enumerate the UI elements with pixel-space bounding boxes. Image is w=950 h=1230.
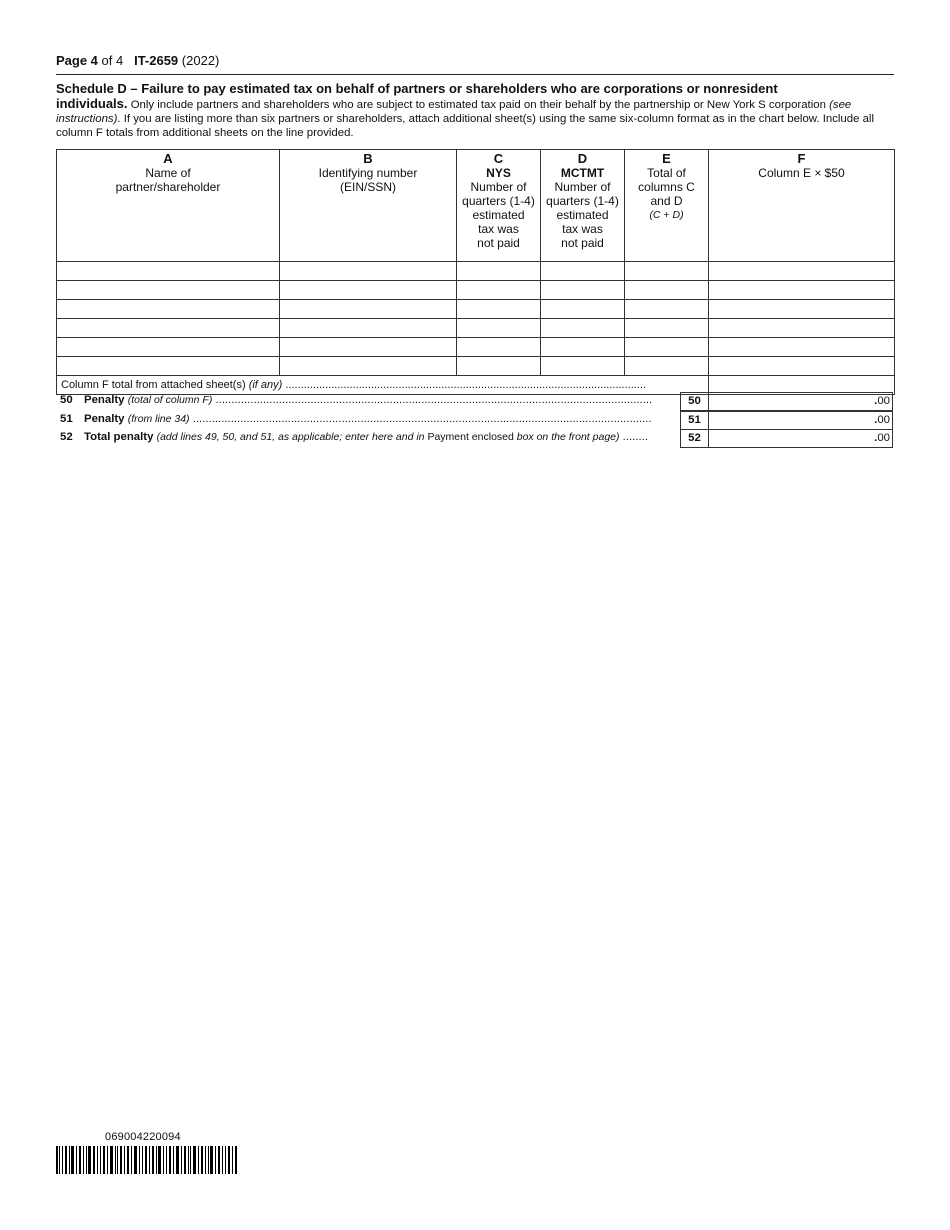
line-51-box: 51: [680, 411, 709, 430]
barcode-icon: [56, 1146, 240, 1174]
barcode-number: 069004220094: [105, 1131, 181, 1143]
nys-quarters-field-5[interactable]: [457, 338, 541, 357]
schedule-title: Schedule D – Failure to pay estimated tax on behalf of partners or shareholders who are corporations or nonresident: [56, 81, 778, 96]
schedule-title-cont: individuals.: [56, 96, 128, 111]
column-f-field-5[interactable]: [709, 338, 895, 357]
name-field-4[interactable]: [57, 319, 280, 338]
table-row: [57, 281, 895, 300]
nys-quarters-field-1[interactable]: [457, 262, 541, 281]
nys-quarters-field-2[interactable]: [457, 281, 541, 300]
line-51-amount-field[interactable]: .00: [708, 411, 893, 430]
header-rule: [56, 74, 894, 75]
id-field-2[interactable]: [280, 281, 457, 300]
id-field-4[interactable]: [280, 319, 457, 338]
line-50-box: 50: [680, 392, 709, 411]
id-field-3[interactable]: [280, 300, 457, 319]
nys-quarters-field-3[interactable]: [457, 300, 541, 319]
column-f-header: F Column E × $50: [709, 150, 895, 262]
line-51-number: 51: [60, 413, 73, 425]
column-b-header: B Identifying number (EIN/SSN): [280, 150, 457, 262]
mctmt-quarters-field-6[interactable]: [541, 357, 625, 376]
total-cd-field-2[interactable]: [625, 281, 709, 300]
line-50-number: 50: [60, 394, 73, 406]
name-field-1[interactable]: [57, 262, 280, 281]
column-e-header: E Total of columns C and D (C + D): [625, 150, 709, 262]
table-row: [57, 338, 895, 357]
total-cd-field-1[interactable]: [625, 262, 709, 281]
schedule-instructions: [56, 97, 896, 140]
column-f-field-3[interactable]: [709, 300, 895, 319]
page-of: of 4: [101, 53, 124, 68]
name-field-3[interactable]: [57, 300, 280, 319]
table-header-row: [57, 150, 895, 262]
id-field-5[interactable]: [280, 338, 457, 357]
mctmt-quarters-field-1[interactable]: [541, 262, 625, 281]
page-header: [56, 53, 219, 68]
mctmt-quarters-field-4[interactable]: [541, 319, 625, 338]
id-field-1[interactable]: [280, 262, 457, 281]
name-field-2[interactable]: [57, 281, 280, 300]
instructions-italic: (see instructions): [56, 99, 852, 125]
table-row: [57, 319, 895, 338]
line-51-label: Penalty (from line 34) .................................................................................................................................................: [84, 413, 652, 425]
column-c-header: C NYS Number of quarters (1-4) estimated tax was not paid: [457, 150, 541, 262]
total-cd-field-4[interactable]: [625, 319, 709, 338]
instructions-text-1: Only include partners and shareholders who are subject to estimated tax paid on their behalf by the partnership or New York S corporation: [130, 99, 826, 111]
id-field-6[interactable]: [280, 357, 457, 376]
line-50-label: Penalty (total of column F) ..........................................................................................................................................: [84, 394, 653, 406]
line-52-number: 52: [60, 431, 73, 443]
page-label: Page 4: [56, 53, 98, 68]
line-52-label: Total penalty (add lines 49, 50, and 51, as applicable; enter here and in Payment enclosed box on the front page) ........: [84, 431, 648, 443]
form-id: IT-2659: [134, 53, 179, 68]
line-52-box: 52: [680, 429, 709, 448]
line-52-amount-field[interactable]: .00: [708, 429, 893, 448]
mctmt-quarters-field-2[interactable]: [541, 281, 625, 300]
column-f-field-6[interactable]: [709, 357, 895, 376]
column-a-header: A Name of partner/shareholder: [57, 150, 280, 262]
column-f-field-2[interactable]: [709, 281, 895, 300]
instructions-text-2: . If you are listing more than six partners or shareholders, attach additional sheet(s) using the same six-column format as in the chart below. Include all column F totals from additional sheets on the line provided.: [56, 113, 874, 139]
table-row: [57, 300, 895, 319]
table-row: [57, 357, 895, 376]
attached-total-label: Column F total from attached sheet(s) (if any) ......................................................................................................................: [57, 376, 709, 395]
nys-quarters-field-6[interactable]: [457, 357, 541, 376]
table-row: [57, 262, 895, 281]
column-d-header: D MCTMT Number of quarters (1-4) estimated tax was not paid: [541, 150, 625, 262]
column-f-field-1[interactable]: [709, 262, 895, 281]
total-cd-field-5[interactable]: [625, 338, 709, 357]
schedule-d-table: [56, 149, 895, 395]
total-cd-field-3[interactable]: [625, 300, 709, 319]
line-51: [56, 411, 894, 429]
name-field-5[interactable]: [57, 338, 280, 357]
line-50-amount-field[interactable]: .00: [708, 392, 893, 411]
column-f-field-4[interactable]: [709, 319, 895, 338]
line-52: [56, 429, 894, 447]
line-50: [56, 392, 894, 410]
mctmt-quarters-field-3[interactable]: [541, 300, 625, 319]
nys-quarters-field-4[interactable]: [457, 319, 541, 338]
total-cd-field-6[interactable]: [625, 357, 709, 376]
name-field-6[interactable]: [57, 357, 280, 376]
form-year: (2022): [181, 53, 220, 68]
mctmt-quarters-field-5[interactable]: [541, 338, 625, 357]
